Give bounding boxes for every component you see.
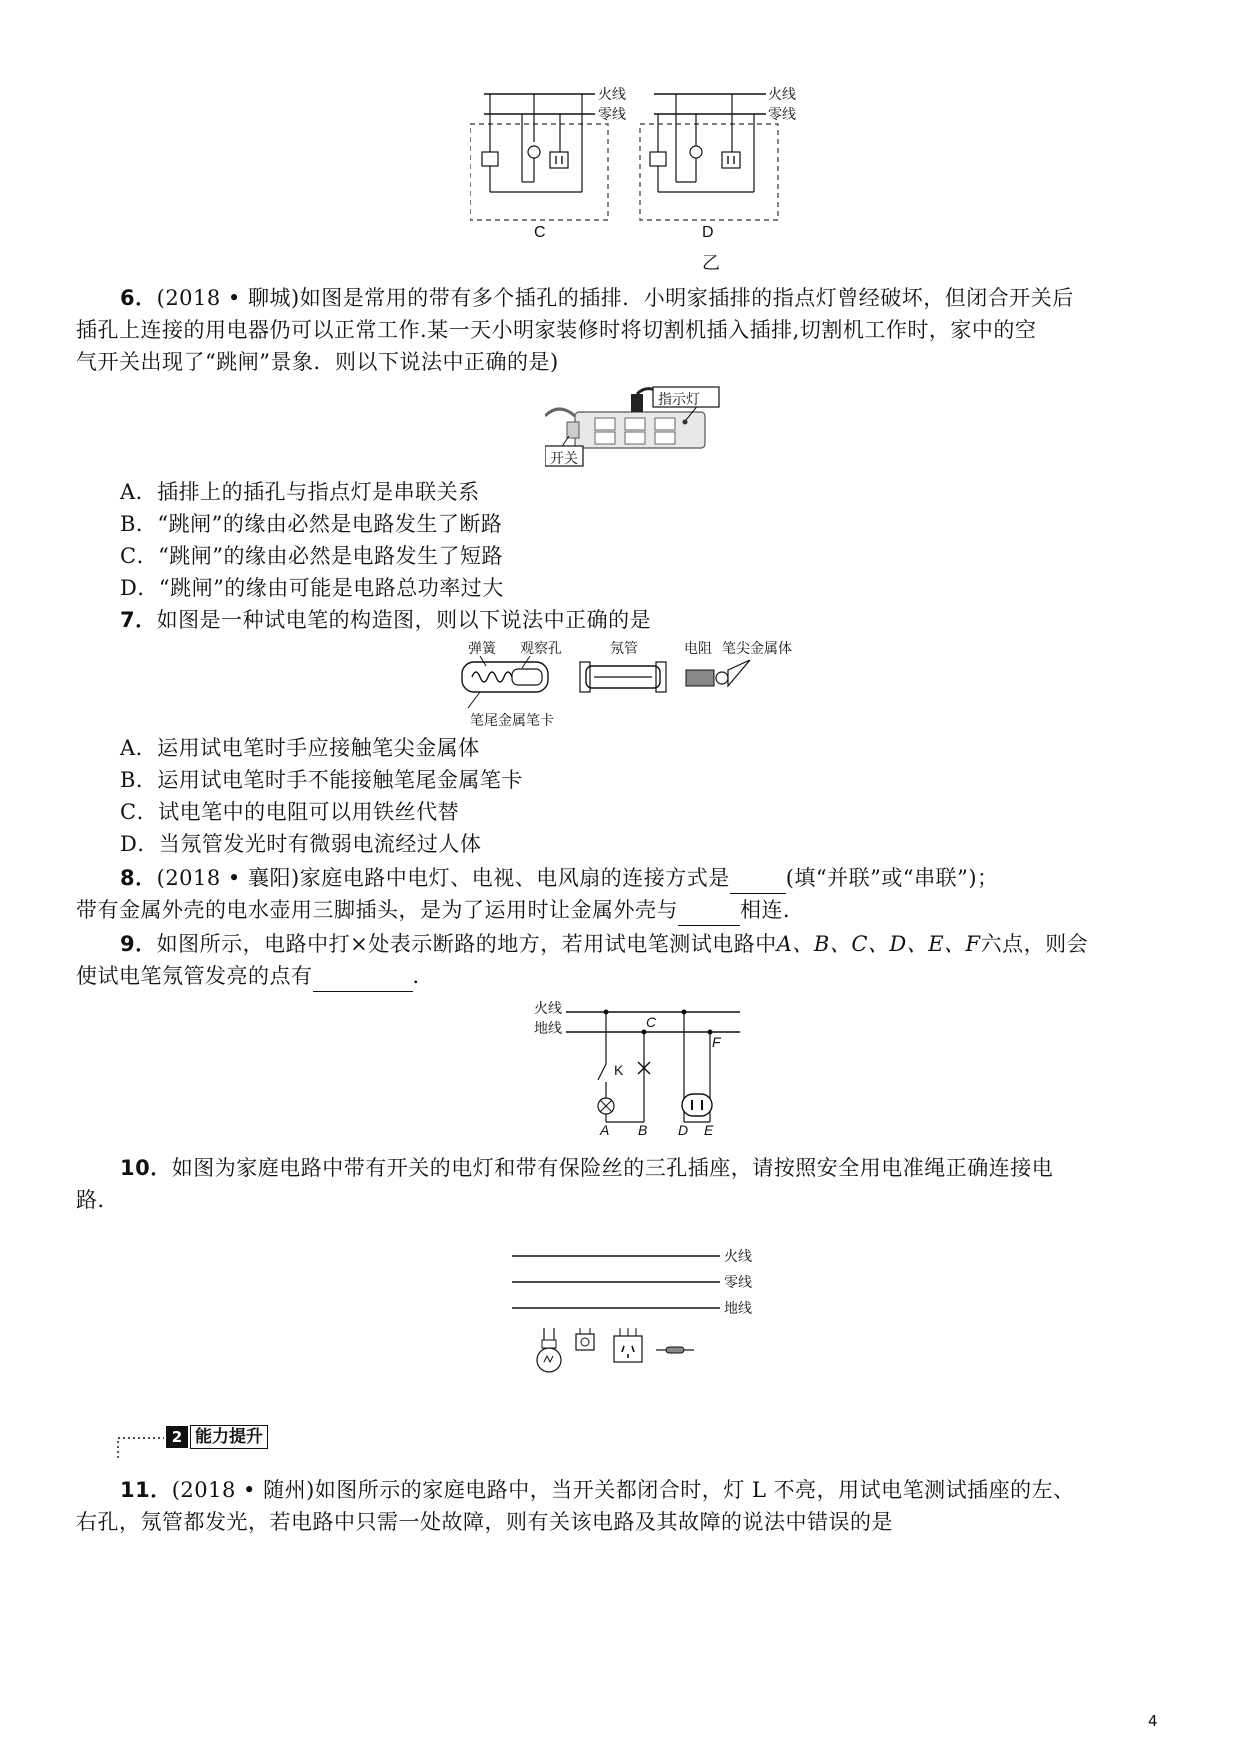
q6-option-b: B．“跳闸”的缘由必然是电路发生了断路 [120, 512, 503, 536]
fig-spring-label: 弹簧 [468, 640, 496, 656]
q10-number: 10． [120, 1156, 172, 1180]
q9-number: 9． [120, 932, 157, 956]
fig9-ground-label: 地线 [534, 1020, 562, 1036]
q6-line2: 插孔上连接的用电器仍可以正常工作.某一天小明家装修时将切割机插入插排,切割机工作时，家中的空 [76, 318, 1037, 342]
fig-label-d: D [702, 224, 714, 241]
q6-number: 6． [120, 286, 157, 310]
q7-option-d: D．当氖管发光时有微弱电流经过人体 [120, 832, 482, 856]
q7-line1: 7．如图是一种试电笔的构造图，则以下说法中正确的是 [120, 608, 652, 632]
q8-blank-1[interactable] [730, 871, 786, 894]
fig-caption: 乙 [702, 253, 720, 273]
q9-blank[interactable] [313, 969, 413, 992]
fig-clip-label: 笔尾金属笔卡 [470, 712, 554, 728]
fig9-c-label: C [646, 1014, 657, 1030]
q10-line1: 10．如图为家庭电路中带有开关的电灯和带有保险丝的三孔插座，请按照安全用电准绳正确连接电 [120, 1156, 1054, 1180]
q8-line2: 带有金属外壳的电水壶用三脚插头，是为了运用时让金属外壳与 相连． [76, 894, 1166, 926]
fig-live-wire-label-c: 火线 [598, 86, 626, 102]
fig-neutral-wire-label-d: 零线 [768, 106, 796, 122]
section-header [116, 1424, 296, 1464]
q6-option-c: C．“跳闸”的缘由必然是电路发生了短路 [120, 544, 504, 568]
fig9-a-label: A [600, 1122, 610, 1138]
fault-circuit-diagram [534, 994, 754, 1142]
figure-power-strip [545, 386, 725, 468]
q11-number: 11． [120, 1478, 172, 1502]
figure-circuits-cd [470, 82, 830, 273]
figure-wiring-task [510, 1244, 780, 1384]
figure-test-pen [460, 638, 820, 728]
q6-line3: 气开关出现了“跳闸”景象．则以下说法中正确的是) [76, 350, 559, 374]
fig-neon-label: 氖管 [610, 640, 638, 656]
fig-resistor-label: 电阻 [684, 640, 712, 656]
fig9-live-label: 火线 [534, 1000, 562, 1016]
figure-fault-circuit [534, 994, 754, 1142]
section-badge: 2 [166, 1426, 188, 1448]
fig9-k-label: K [614, 1062, 624, 1078]
fig-label-c: C [534, 224, 546, 241]
fig10-live-label: 火线 [724, 1248, 752, 1264]
fig9-b-label: B [638, 1122, 648, 1138]
q9-line2: 使试电笔氖管发亮的点有 ． [76, 960, 1166, 992]
q11-line2: 右孔，氖管都发光，若电路中只需一处故障，则有关该电路及其故障的说法中错误的是 [76, 1510, 893, 1534]
q10-line2: 路． [76, 1188, 119, 1212]
fig9-d-label: D [678, 1122, 689, 1138]
q7-option-c: C．试电笔中的电阻可以用铁丝代替 [120, 800, 460, 824]
q6-line1: 6．(2018 • 聊城)如图是常用的带有多个插孔的插排．小明家插排的指点灯曾经破坏，但闭合开关后 [120, 286, 1074, 310]
q8-blank-2[interactable] [678, 903, 740, 926]
section-title: 能力提升 [190, 1425, 268, 1449]
q11-line1: 11．(2018 • 随州)如图所示的家庭电路中，当开关都闭合时，灯 L 不亮，用试电笔测试插座的左、 [120, 1478, 1075, 1502]
fig-switch-label: 开关 [550, 450, 578, 466]
fig-live-wire-label-d: 火线 [768, 86, 796, 102]
q7-option-b: B．运用试电笔时手不能接触笔尾金属笔卡 [120, 768, 523, 792]
q7-option-a: A．运用试电笔时手应接触笔尖金属体 [120, 736, 480, 760]
section-dotted-bracket [116, 1424, 166, 1464]
q7-number: 7． [120, 608, 157, 632]
fig-neutral-wire-label-c: 零线 [598, 106, 626, 122]
fig9-f-label: F [712, 1034, 721, 1050]
q6-option-d: D．“跳闸”的缘由可能是电路总功率过大 [120, 576, 504, 600]
fig10-neutral-label: 零线 [724, 1274, 752, 1290]
page-number: 4 [1148, 1712, 1158, 1730]
q8-line1: 8．(2018 • 襄阳)家庭电路中电灯、电视、电风扇的连接方式是 (填“并联”或“串联”)； [76, 862, 1166, 894]
fig9-e-label: E [704, 1122, 714, 1138]
fig10-ground-label: 地线 [724, 1300, 752, 1316]
q6-option-a: A．插排上的插孔与指点灯是串联关系 [120, 480, 480, 504]
fig-tip-label: 笔尖金属体 [722, 640, 792, 656]
q9-line1: 9．如图所示，电路中打×处表示断路的地方，若用试电笔测试电路中A、B、C、D、E、F六点，则会 [120, 932, 1089, 956]
fig-window-label: 观察孔 [520, 640, 562, 656]
fig-indicator-label: 指示灯 [658, 391, 700, 407]
q8-number: 8． [120, 866, 157, 890]
